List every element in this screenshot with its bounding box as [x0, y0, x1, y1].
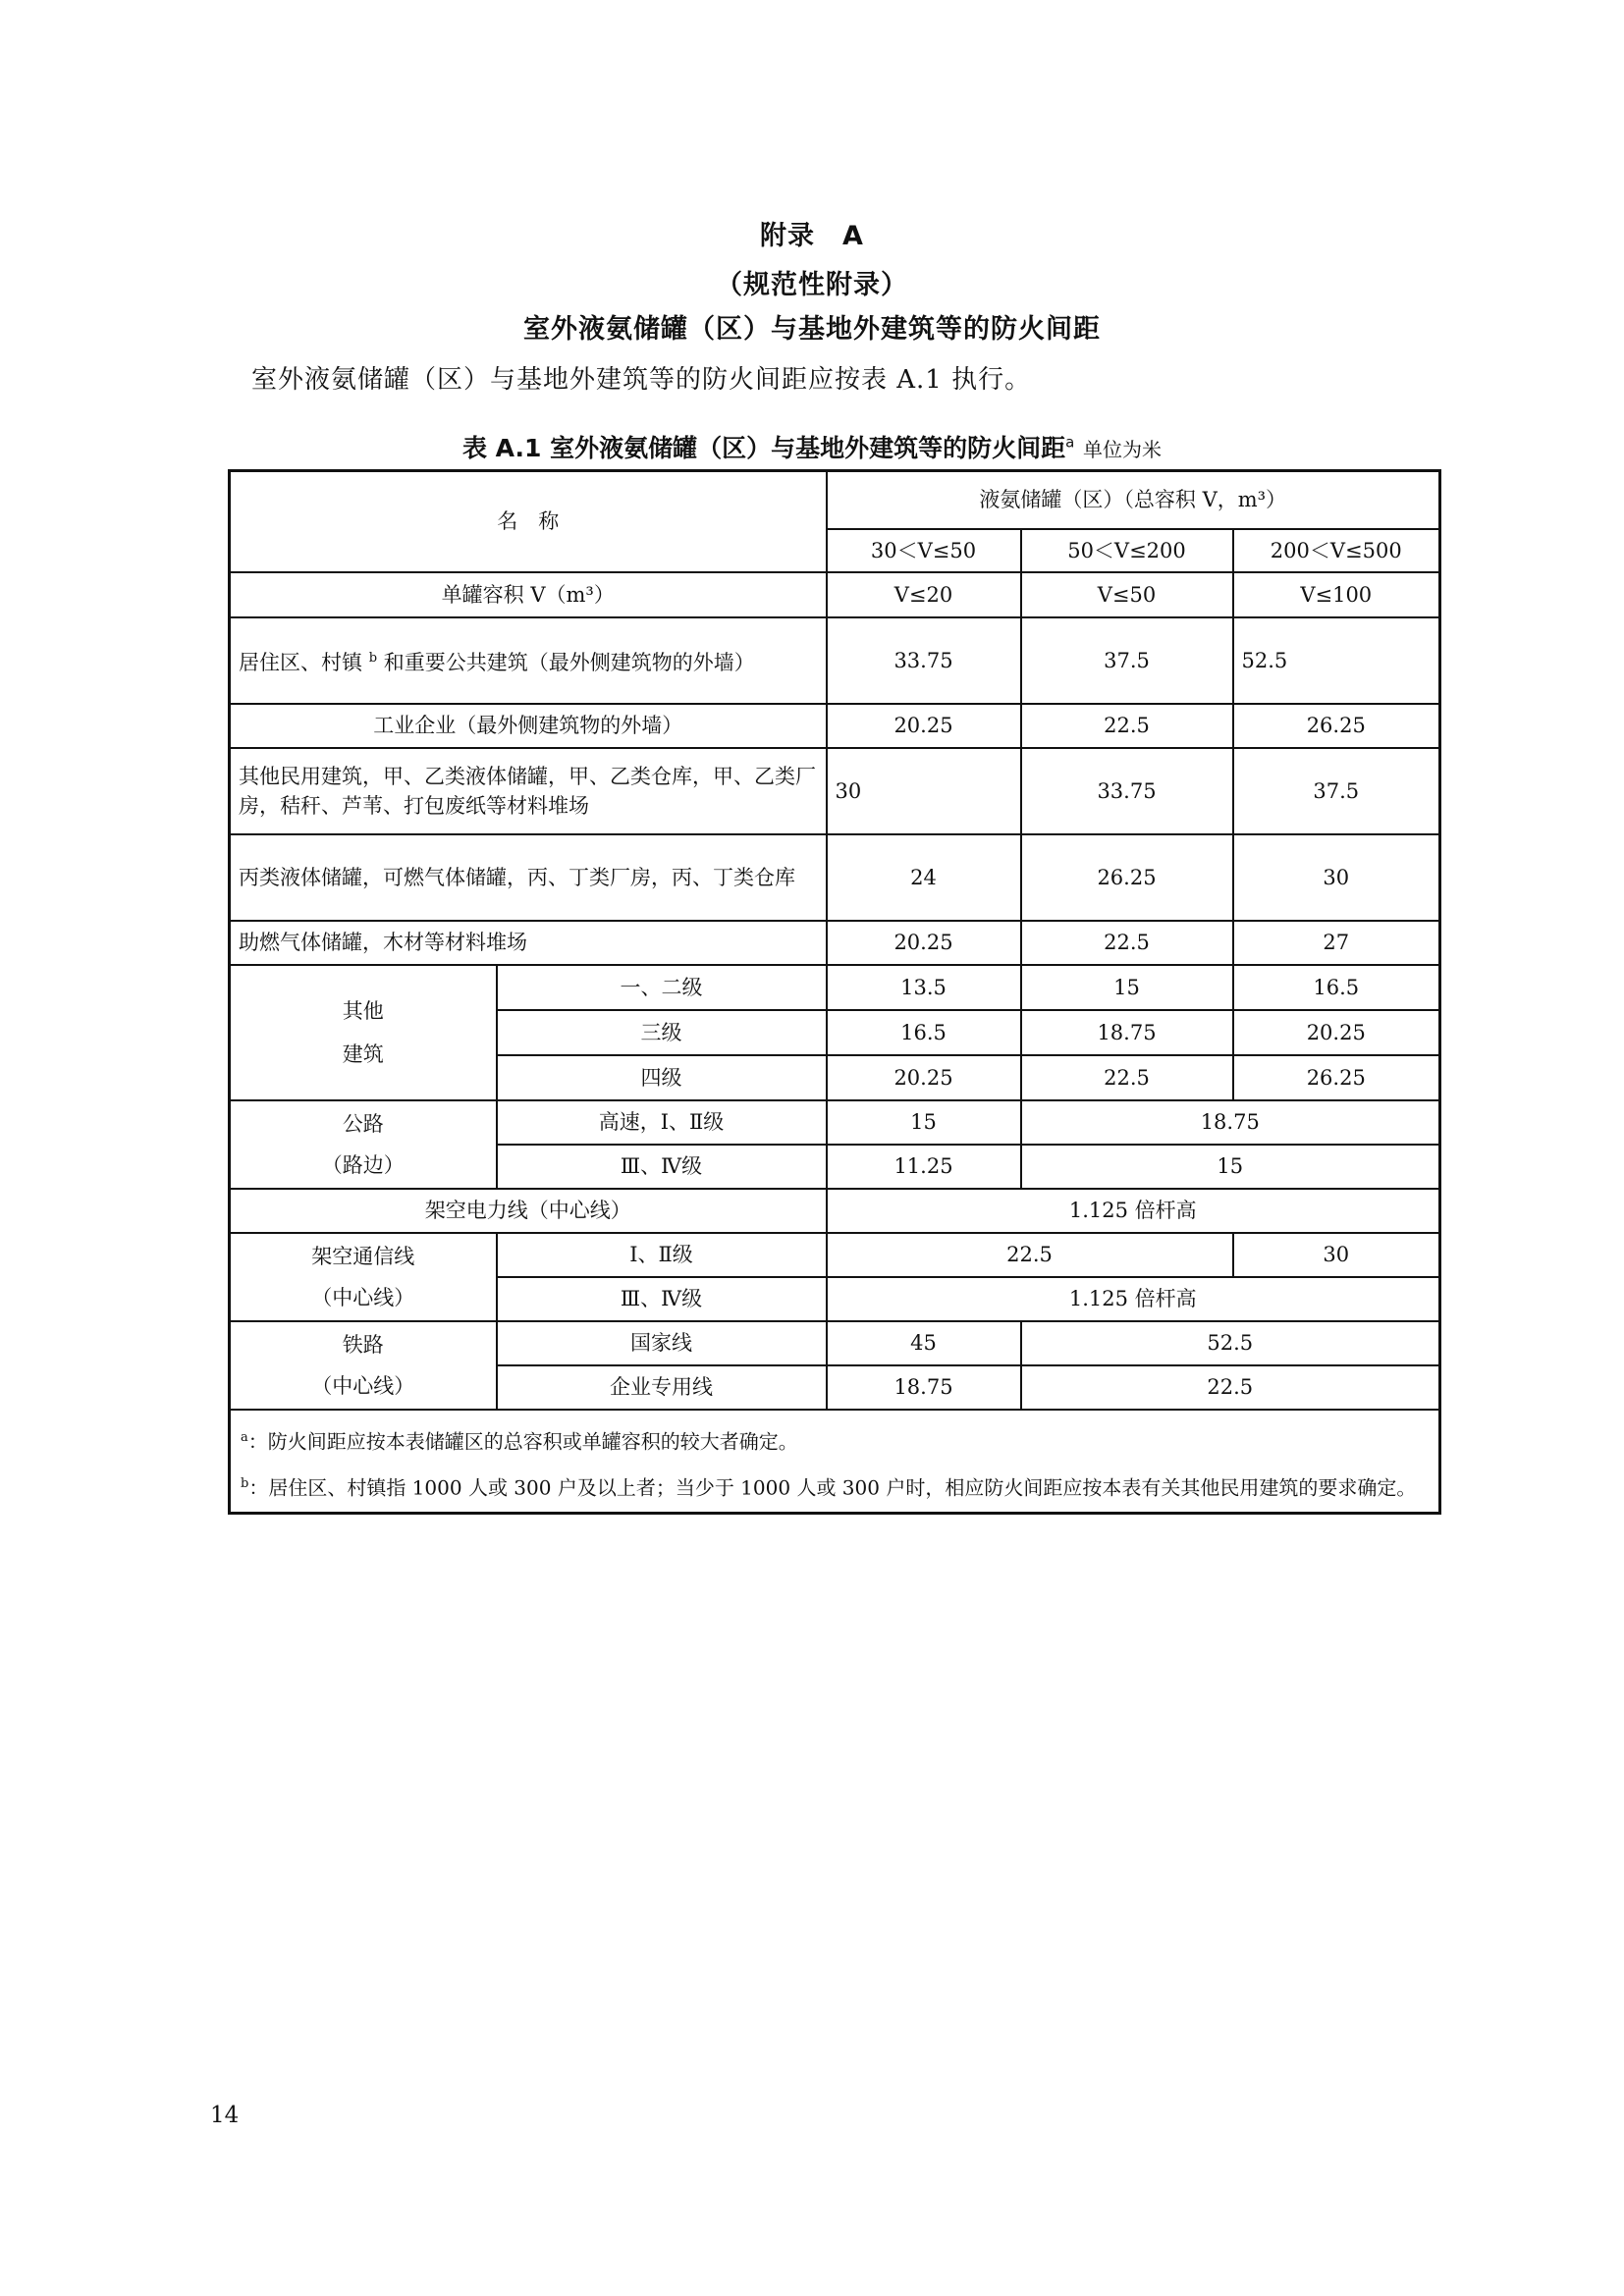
header-range-cell: 200＜V≤500: [1233, 529, 1440, 572]
table-caption-text: 表 A.1 室外液氨储罐（区）与基地外建筑等的防火间距: [461, 434, 1066, 462]
table-row: [230, 834, 1440, 921]
value-cell: 18.75: [1021, 1010, 1233, 1055]
row-label-cell: 其他民用建筑，甲、乙类液体储罐，甲、乙类仓库，甲、乙类厂房，秸秆、芦苇、打包废纸等材料堆场: [230, 748, 827, 834]
table-row: [230, 1100, 1440, 1145]
value-cell: 13.5: [827, 965, 1021, 1010]
note-a-text: ：防火间距应按本表储罐区的总容积或单罐容积的较大者确定。: [247, 1429, 798, 1454]
value-cell: 15: [1021, 1145, 1440, 1189]
value-cell: 22.5: [1021, 1365, 1440, 1410]
table-notes: [230, 1410, 1440, 1514]
table-row: [230, 704, 1440, 748]
group-label-cell: 公路 （路边）: [230, 1100, 497, 1189]
table-row: [230, 572, 1440, 617]
value-cell: 22.5: [827, 1233, 1233, 1277]
note-b-mark: b: [241, 1476, 249, 1492]
appendix-label: 附录 A: [760, 221, 864, 251]
row-label-cell: 丙类液体储罐，可燃气体储罐，丙、丁类厂房，丙、丁类仓库: [230, 834, 827, 921]
table-row: [230, 1233, 1440, 1277]
value-cell: 37.5: [1233, 748, 1440, 834]
group-label-cell: 架空通信线 （中心线）: [230, 1233, 497, 1321]
sub-label-cell: 四级: [497, 1055, 827, 1100]
header-group-cell: 液氨储罐（区）（总容积 V，m³）: [827, 471, 1440, 529]
table-row: [230, 1321, 1440, 1365]
row-label-cell: 助燃气体储罐，木材等材料堆场: [230, 921, 827, 965]
value-cell: 52.5: [1021, 1321, 1440, 1365]
table-row: [230, 921, 1440, 965]
table-row: [230, 748, 1440, 834]
row-label-cell: 架空电力线（中心线）: [230, 1189, 827, 1233]
value-cell: 30: [1233, 1233, 1440, 1277]
sub-label-cell: Ⅰ、Ⅱ级: [497, 1233, 827, 1277]
value-cell: 1.125 倍杆高: [827, 1189, 1440, 1233]
value-cell: 11.25: [827, 1145, 1021, 1189]
page-number: 14: [210, 2103, 240, 2128]
group-label-cell: 铁路 （中心线）: [230, 1321, 497, 1410]
value-cell: 26.25: [1021, 834, 1233, 921]
value-cell: 18.75: [1021, 1100, 1440, 1145]
header-range-cell: 50＜V≤200: [1021, 529, 1233, 572]
value-cell: 1.125 倍杆高: [827, 1277, 1440, 1321]
appendix-type: （规范性附录）: [716, 270, 908, 300]
value-cell: 20.25: [1233, 1010, 1440, 1055]
table-caption: [0, 429, 1624, 464]
value-cell: 24: [827, 834, 1021, 921]
note-a-mark: a: [241, 1429, 248, 1445]
value-cell: 20.25: [827, 1055, 1021, 1100]
sub-label-cell: Ⅲ、Ⅳ级: [497, 1277, 827, 1321]
sub-label-cell: 高速，Ⅰ、Ⅱ级: [497, 1100, 827, 1145]
table-unit: 单位为米: [1083, 438, 1163, 461]
sub-label-cell: 国家线: [497, 1321, 827, 1365]
value-cell: 16.5: [827, 1010, 1021, 1055]
row-label-cell: [230, 617, 827, 704]
appendix-title: 室外液氨储罐（区）与基地外建筑等的防火间距: [523, 314, 1101, 345]
sub-label-cell: 企业专用线: [497, 1365, 827, 1410]
row-label-cell: 工业企业（最外侧建筑物的外墙）: [230, 704, 827, 748]
value-cell: 26.25: [1233, 1055, 1440, 1100]
table-row: [230, 1189, 1440, 1233]
fire-distance-table: [228, 469, 1441, 1515]
value-cell: 30: [827, 748, 1021, 834]
value-cell: 22.5: [1021, 921, 1233, 965]
value-cell: 26.25: [1233, 704, 1440, 748]
value-cell: 20.25: [827, 921, 1021, 965]
intro-paragraph: 室外液氨储罐（区）与基地外建筑等的防火间距应按表 A.1 执行。: [251, 365, 1032, 395]
sub-label-cell: 三级: [497, 1010, 827, 1055]
residential-label-b: 和重要公共建筑（最外侧建筑物的外墙）: [383, 650, 755, 674]
header-name-cell: 名 称: [230, 471, 827, 572]
sub-label-cell: Ⅲ、Ⅳ级: [497, 1145, 827, 1189]
value-cell: 15: [827, 1100, 1021, 1145]
value-cell: 30: [1233, 834, 1440, 921]
residential-label-a: 居住区、村镇: [239, 650, 362, 674]
row-label-cell: 单罐容积 V（m³）: [230, 572, 827, 617]
value-cell: 20.25: [827, 704, 1021, 748]
value-cell: 22.5: [1021, 704, 1233, 748]
value-cell: 33.75: [827, 617, 1021, 704]
value-cell: 15: [1021, 965, 1233, 1010]
table-caption-footnote-mark: a: [1065, 433, 1075, 452]
table-row: [230, 965, 1440, 1010]
group-label-cell: 其他 建筑: [230, 965, 497, 1100]
value-cell: 33.75: [1021, 748, 1233, 834]
value-cell: 37.5: [1021, 617, 1233, 704]
value-cell: 27: [1233, 921, 1440, 965]
note-a: [241, 1416, 1429, 1464]
table-row: [230, 617, 1440, 704]
value-cell: V≤100: [1233, 572, 1440, 617]
header-range-cell: 30＜V≤50: [827, 529, 1021, 572]
value-cell: 18.75: [827, 1365, 1021, 1410]
note-b: [241, 1463, 1429, 1506]
value-cell: 16.5: [1233, 965, 1440, 1010]
table-header-row: [230, 471, 1440, 529]
note-b-text: ：居住区、村镇指 1000 人或 300 户及以上者；当少于 1000 人或 300 户时，相应防火间距应按本表有关其他民用建筑的要求确定。: [248, 1475, 1417, 1500]
sub-label-cell: 一、二级: [497, 965, 827, 1010]
value-cell: 52.5: [1233, 617, 1440, 704]
value-cell: V≤50: [1021, 572, 1233, 617]
value-cell: V≤20: [827, 572, 1021, 617]
table-notes-row: [230, 1410, 1440, 1514]
residential-footnote-mark: b: [368, 650, 378, 666]
value-cell: 45: [827, 1321, 1021, 1365]
value-cell: 22.5: [1021, 1055, 1233, 1100]
